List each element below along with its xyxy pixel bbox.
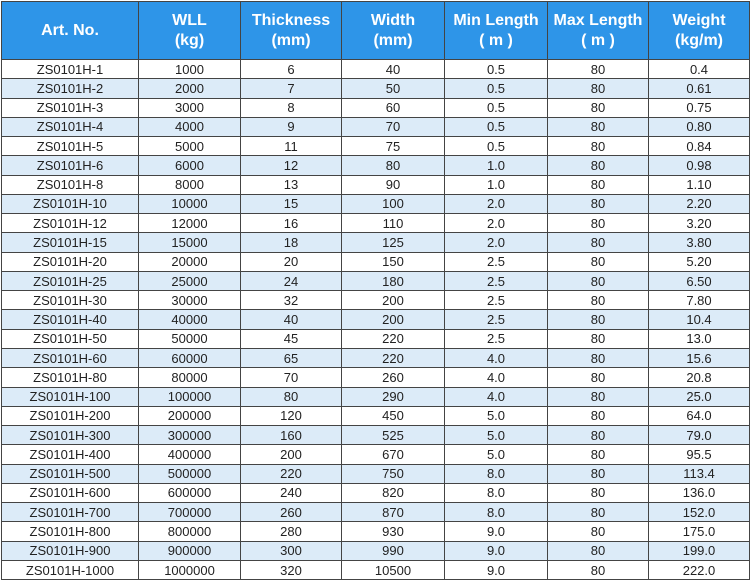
header-label: Weight (672, 11, 726, 29)
cell-min-length: 2.0 (445, 194, 548, 213)
cell-thickness: 260 (241, 503, 342, 522)
header-label: Art. No. (41, 21, 99, 39)
cell-width: 220 (342, 348, 445, 367)
table-row (2, 60, 750, 79)
cell-weight: 6.50 (649, 271, 750, 290)
cell-max-length: 80 (548, 252, 649, 271)
header-label: WLL (172, 11, 207, 29)
table-body (2, 60, 750, 580)
cell-width: 150 (342, 252, 445, 271)
table-row (2, 214, 750, 233)
table-row (2, 310, 750, 329)
cell-wll: 80000 (139, 368, 241, 387)
table-row (2, 560, 750, 579)
cell-min-length: 2.0 (445, 214, 548, 233)
column-header-weight (649, 2, 750, 60)
table-row (2, 368, 750, 387)
cell-art-no: ZS0101H-80 (2, 368, 139, 387)
cell-width: 200 (342, 291, 445, 310)
cell-thickness: 200 (241, 445, 342, 464)
cell-min-length: 2.5 (445, 271, 548, 290)
cell-thickness: 45 (241, 329, 342, 348)
cell-weight: 136.0 (649, 483, 750, 502)
cell-art-no: ZS0101H-2 (2, 79, 139, 98)
header-label: ( m ) (479, 31, 513, 49)
cell-thickness: 40 (241, 310, 342, 329)
cell-wll: 600000 (139, 483, 241, 502)
cell-max-length: 80 (548, 194, 649, 213)
header-label: (kg/m) (675, 31, 723, 49)
table-row (2, 271, 750, 290)
cell-weight: 0.98 (649, 156, 750, 175)
cell-width: 180 (342, 271, 445, 290)
cell-max-length: 80 (548, 368, 649, 387)
cell-thickness: 120 (241, 406, 342, 425)
cell-art-no: ZS0101H-5 (2, 137, 139, 156)
cell-weight: 222.0 (649, 560, 750, 579)
table-row (2, 117, 750, 136)
cell-art-no: ZS0101H-15 (2, 233, 139, 252)
cell-art-no: ZS0101H-10 (2, 194, 139, 213)
table-row (2, 483, 750, 502)
cell-weight: 13.0 (649, 329, 750, 348)
table-row (2, 348, 750, 367)
cell-min-length: 2.5 (445, 310, 548, 329)
cell-wll: 1000000 (139, 560, 241, 579)
cell-width: 290 (342, 387, 445, 406)
cell-weight: 2.20 (649, 194, 750, 213)
cell-width: 110 (342, 214, 445, 233)
cell-min-length: 8.0 (445, 464, 548, 483)
cell-weight: 5.20 (649, 252, 750, 271)
cell-weight: 175.0 (649, 522, 750, 541)
cell-thickness: 70 (241, 368, 342, 387)
cell-width: 70 (342, 117, 445, 136)
cell-weight: 95.5 (649, 445, 750, 464)
cell-art-no: ZS0101H-30 (2, 291, 139, 310)
cell-art-no: ZS0101H-800 (2, 522, 139, 541)
table-row (2, 98, 750, 117)
cell-width: 260 (342, 368, 445, 387)
cell-wll: 25000 (139, 271, 241, 290)
table-row (2, 387, 750, 406)
cell-max-length: 80 (548, 79, 649, 98)
cell-max-length: 80 (548, 137, 649, 156)
cell-thickness: 13 (241, 175, 342, 194)
table-row (2, 445, 750, 464)
cell-wll: 50000 (139, 329, 241, 348)
cell-width: 450 (342, 406, 445, 425)
cell-thickness: 6 (241, 60, 342, 79)
cell-weight: 3.20 (649, 214, 750, 233)
cell-width: 670 (342, 445, 445, 464)
cell-thickness: 12 (241, 156, 342, 175)
cell-weight: 0.80 (649, 117, 750, 136)
cell-wll: 40000 (139, 310, 241, 329)
cell-wll: 30000 (139, 291, 241, 310)
cell-max-length: 80 (548, 426, 649, 445)
cell-wll: 700000 (139, 503, 241, 522)
cell-art-no: ZS0101H-1 (2, 60, 139, 79)
cell-wll: 200000 (139, 406, 241, 425)
cell-width: 820 (342, 483, 445, 502)
cell-wll: 300000 (139, 426, 241, 445)
cell-max-length: 80 (548, 445, 649, 464)
column-header-wll (139, 2, 241, 60)
cell-min-length: 4.0 (445, 387, 548, 406)
cell-weight: 79.0 (649, 426, 750, 445)
cell-art-no: ZS0101H-40 (2, 310, 139, 329)
cell-max-length: 80 (548, 271, 649, 290)
cell-wll: 2000 (139, 79, 241, 98)
cell-min-length: 0.5 (445, 98, 548, 117)
cell-wll: 5000 (139, 137, 241, 156)
cell-wll: 10000 (139, 194, 241, 213)
cell-wll: 500000 (139, 464, 241, 483)
cell-art-no: ZS0101H-200 (2, 406, 139, 425)
cell-min-length: 9.0 (445, 560, 548, 579)
table-row (2, 464, 750, 483)
cell-width: 125 (342, 233, 445, 252)
cell-min-length: 5.0 (445, 426, 548, 445)
cell-art-no: ZS0101H-20 (2, 252, 139, 271)
cell-max-length: 80 (548, 310, 649, 329)
cell-weight: 15.6 (649, 348, 750, 367)
cell-thickness: 7 (241, 79, 342, 98)
cell-thickness: 300 (241, 541, 342, 560)
cell-max-length: 80 (548, 387, 649, 406)
cell-art-no: ZS0101H-25 (2, 271, 139, 290)
header-label: (mm) (373, 31, 413, 49)
cell-min-length: 5.0 (445, 406, 548, 425)
table-row (2, 175, 750, 194)
cell-weight: 25.0 (649, 387, 750, 406)
cell-weight: 20.8 (649, 368, 750, 387)
cell-wll: 3000 (139, 98, 241, 117)
cell-min-length: 8.0 (445, 483, 548, 502)
cell-min-length: 2.0 (445, 233, 548, 252)
cell-width: 80 (342, 156, 445, 175)
cell-art-no: ZS0101H-6 (2, 156, 139, 175)
cell-weight: 10.4 (649, 310, 750, 329)
cell-thickness: 15 (241, 194, 342, 213)
cell-art-no: ZS0101H-100 (2, 387, 139, 406)
cell-max-length: 80 (548, 522, 649, 541)
cell-min-length: 0.5 (445, 79, 548, 98)
cell-wll: 8000 (139, 175, 241, 194)
cell-max-length: 80 (548, 156, 649, 175)
header-label: Thickness (251, 11, 331, 29)
cell-art-no: ZS0101H-500 (2, 464, 139, 483)
cell-width: 990 (342, 541, 445, 560)
column-header-max-length (548, 2, 649, 60)
header-label: Min Length (453, 11, 539, 29)
cell-width: 10500 (342, 560, 445, 579)
cell-min-length: 2.5 (445, 252, 548, 271)
cell-min-length: 8.0 (445, 503, 548, 522)
cell-wll: 15000 (139, 233, 241, 252)
header-label: (mm) (271, 31, 311, 49)
cell-art-no: ZS0101H-300 (2, 426, 139, 445)
cell-thickness: 280 (241, 522, 342, 541)
cell-wll: 20000 (139, 252, 241, 271)
cell-art-no: ZS0101H-60 (2, 348, 139, 367)
column-header-min-length (445, 2, 548, 60)
cell-thickness: 80 (241, 387, 342, 406)
cell-width: 870 (342, 503, 445, 522)
cell-max-length: 80 (548, 348, 649, 367)
cell-thickness: 240 (241, 483, 342, 502)
cell-max-length: 80 (548, 503, 649, 522)
cell-weight: 0.75 (649, 98, 750, 117)
column-header-width (342, 2, 445, 60)
cell-min-length: 1.0 (445, 156, 548, 175)
cell-weight: 1.10 (649, 175, 750, 194)
specification-table (1, 1, 750, 580)
header-label: Width (370, 11, 416, 29)
cell-weight: 199.0 (649, 541, 750, 560)
cell-min-length: 1.0 (445, 175, 548, 194)
cell-max-length: 80 (548, 60, 649, 79)
cell-max-length: 80 (548, 214, 649, 233)
cell-weight: 0.61 (649, 79, 750, 98)
cell-max-length: 80 (548, 406, 649, 425)
table-row (2, 79, 750, 98)
cell-weight: 64.0 (649, 406, 750, 425)
cell-thickness: 220 (241, 464, 342, 483)
table-row (2, 156, 750, 175)
cell-width: 90 (342, 175, 445, 194)
cell-min-length: 9.0 (445, 522, 548, 541)
cell-width: 60 (342, 98, 445, 117)
table-row (2, 406, 750, 425)
cell-min-length: 5.0 (445, 445, 548, 464)
cell-weight: 0.4 (649, 60, 750, 79)
cell-weight: 152.0 (649, 503, 750, 522)
cell-max-length: 80 (548, 291, 649, 310)
cell-thickness: 9 (241, 117, 342, 136)
table-row (2, 252, 750, 271)
column-header-art-no (2, 2, 139, 60)
cell-wll: 12000 (139, 214, 241, 233)
cell-art-no: ZS0101H-8 (2, 175, 139, 194)
cell-wll: 100000 (139, 387, 241, 406)
cell-max-length: 80 (548, 560, 649, 579)
table-row (2, 291, 750, 310)
cell-min-length: 9.0 (445, 541, 548, 560)
cell-wll: 900000 (139, 541, 241, 560)
cell-max-length: 80 (548, 329, 649, 348)
cell-thickness: 20 (241, 252, 342, 271)
cell-width: 100 (342, 194, 445, 213)
cell-thickness: 160 (241, 426, 342, 445)
cell-weight: 7.80 (649, 291, 750, 310)
cell-width: 220 (342, 329, 445, 348)
cell-thickness: 65 (241, 348, 342, 367)
cell-width: 200 (342, 310, 445, 329)
cell-max-length: 80 (548, 464, 649, 483)
cell-max-length: 80 (548, 541, 649, 560)
column-header-thickness (241, 2, 342, 60)
cell-width: 75 (342, 137, 445, 156)
cell-thickness: 24 (241, 271, 342, 290)
header-label: Max Length (553, 11, 643, 29)
cell-thickness: 11 (241, 137, 342, 156)
cell-min-length: 2.5 (445, 329, 548, 348)
cell-art-no: ZS0101H-3 (2, 98, 139, 117)
cell-art-no: ZS0101H-900 (2, 541, 139, 560)
cell-min-length: 4.0 (445, 368, 548, 387)
cell-art-no: ZS0101H-700 (2, 503, 139, 522)
cell-thickness: 32 (241, 291, 342, 310)
cell-wll: 4000 (139, 117, 241, 136)
cell-thickness: 320 (241, 560, 342, 579)
table-row (2, 137, 750, 156)
table-row (2, 194, 750, 213)
cell-art-no: ZS0101H-50 (2, 329, 139, 348)
header-label: (kg) (174, 31, 205, 49)
table-header (2, 2, 750, 60)
cell-weight: 3.80 (649, 233, 750, 252)
cell-wll: 1000 (139, 60, 241, 79)
table-row (2, 426, 750, 445)
cell-width: 50 (342, 79, 445, 98)
table-row (2, 329, 750, 348)
cell-max-length: 80 (548, 233, 649, 252)
cell-min-length: 0.5 (445, 137, 548, 156)
cell-min-length: 0.5 (445, 60, 548, 79)
cell-max-length: 80 (548, 483, 649, 502)
header-label: ( m ) (581, 31, 615, 49)
cell-max-length: 80 (548, 117, 649, 136)
cell-wll: 6000 (139, 156, 241, 175)
cell-thickness: 8 (241, 98, 342, 117)
cell-width: 40 (342, 60, 445, 79)
cell-width: 525 (342, 426, 445, 445)
cell-thickness: 18 (241, 233, 342, 252)
table-row (2, 233, 750, 252)
cell-wll: 400000 (139, 445, 241, 464)
cell-art-no: ZS0101H-400 (2, 445, 139, 464)
cell-art-no: ZS0101H-12 (2, 214, 139, 233)
cell-max-length: 80 (548, 98, 649, 117)
cell-art-no: ZS0101H-600 (2, 483, 139, 502)
table-row (2, 541, 750, 560)
cell-max-length: 80 (548, 175, 649, 194)
cell-min-length: 2.5 (445, 291, 548, 310)
cell-min-length: 0.5 (445, 117, 548, 136)
cell-weight: 113.4 (649, 464, 750, 483)
cell-art-no: ZS0101H-1000 (2, 560, 139, 579)
cell-weight: 0.84 (649, 137, 750, 156)
cell-wll: 60000 (139, 348, 241, 367)
header-row (2, 2, 750, 60)
cell-min-length: 4.0 (445, 348, 548, 367)
table-row (2, 503, 750, 522)
cell-thickness: 16 (241, 214, 342, 233)
cell-width: 930 (342, 522, 445, 541)
cell-art-no: ZS0101H-4 (2, 117, 139, 136)
cell-width: 750 (342, 464, 445, 483)
table-row (2, 522, 750, 541)
cell-wll: 800000 (139, 522, 241, 541)
